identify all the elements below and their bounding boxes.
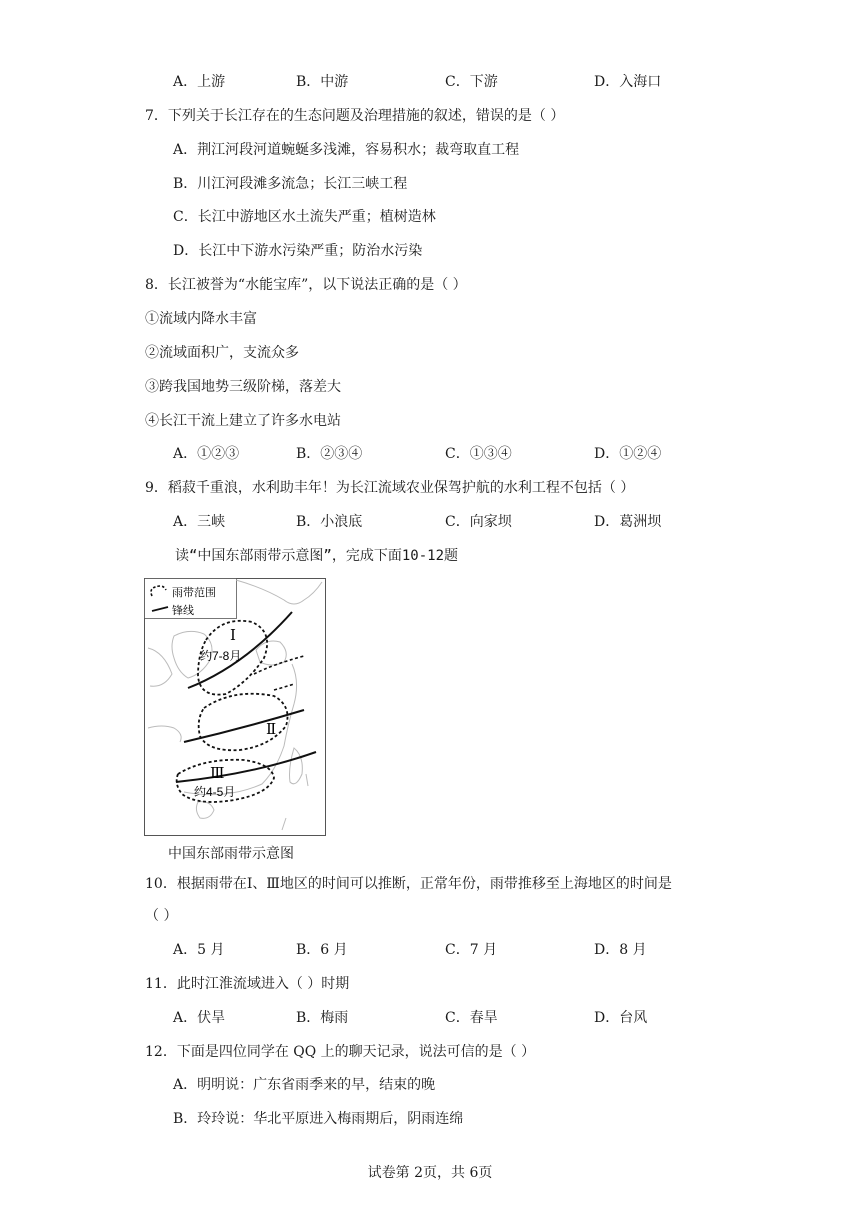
q10-option-a: A．5 月: [173, 942, 225, 958]
q8-statement-4: ④长江干流上建立了许多水电站: [145, 413, 341, 429]
q6-option-b: B．中游: [296, 74, 349, 90]
q8-option-a: A．①②③: [173, 446, 240, 462]
q9-option-a: A．三峡: [173, 514, 226, 530]
q7-option-c: C．长江中游地区水土流失严重；植树造林: [173, 209, 436, 225]
q10-option-c: C．7 月: [445, 942, 498, 958]
q8-statement-2: ②流域面积广，支流众多: [145, 345, 299, 361]
map-caption: 中国东部雨带示意图: [168, 846, 294, 862]
legend-front-line: 锋线: [172, 605, 194, 617]
q11-option-d: D．台风: [594, 1010, 648, 1026]
q6-option-d: D．入海口: [594, 74, 662, 90]
time-label-7-8: 约7-8月: [200, 649, 242, 663]
map-instruction: 读“中国东部雨带示意图”，完成下面10-12题: [175, 548, 458, 564]
time-label-4-5: 约4-5月: [194, 785, 236, 799]
q10-option-d: D．8 月: [594, 942, 647, 958]
region-label-ii: Ⅱ: [266, 720, 277, 738]
q6-option-a: A．上游: [173, 74, 226, 90]
region-label-iii: Ⅲ: [210, 764, 225, 782]
q11-option-b: B．梅雨: [296, 1010, 349, 1026]
q11-stem: 11．此时江淮流域进入（ ）时期: [145, 976, 350, 992]
q7-stem: 7．下列关于长江存在的生态问题及治理措施的叙述，错误的是（ ）: [145, 108, 565, 124]
page-footer: 试卷第 2页，共 6页: [367, 1165, 493, 1181]
q10-stem-line2: （ ）: [145, 908, 178, 924]
q12-option-a: A．明明说：广东省雨季来的早，结束的晚: [173, 1077, 436, 1093]
region-label-i: Ⅰ: [230, 626, 236, 644]
q9-stem: 9．稻菽千重浪，水利助丰年！为长江流域农业保驾护航的水利工程不包括（ ）: [145, 480, 635, 496]
q9-option-d: D．葛洲坝: [594, 514, 662, 530]
q9-option-c: C．向家坝: [445, 514, 512, 530]
q8-option-b: B．②③④: [296, 446, 363, 462]
q11-option-c: C．春旱: [445, 1010, 498, 1026]
q9-option-b: B．小浪底: [296, 514, 363, 530]
q8-statement-1: ①流域内降水丰富: [145, 311, 257, 327]
q10-stem-line1: 10．根据雨带在Ⅰ、Ⅲ地区的时间可以推断，正常年份，雨带推移至上海地区的时间是: [145, 876, 672, 892]
q7-option-b: B．川江河段滩多流急；长江三峡工程: [173, 176, 408, 192]
q8-statement-3: ③跨我国地势三级阶梯，落差大: [145, 379, 341, 395]
q12-stem: 12．下面是四位同学在 QQ 上的聊天记录，说法可信的是（ ）: [145, 1044, 536, 1060]
q7-option-a: A．荆江河段河道蜿蜒多浅滩，容易积水；裁弯取直工程: [173, 142, 520, 158]
q8-option-d: D．①②④: [594, 446, 662, 462]
q6-option-c: C．下游: [445, 74, 498, 90]
q11-option-a: A．伏旱: [173, 1010, 226, 1026]
q10-option-b: B．6 月: [296, 942, 348, 958]
q8-stem: 8．长江被誉为“水能宝库”，以下说法正确的是（ ）: [145, 277, 467, 293]
q12-option-b: B．玲玲说：华北平原进入梅雨期后，阴雨连绵: [173, 1111, 464, 1127]
legend-rain-range: 雨带范围: [172, 587, 216, 599]
q8-option-c: C．①③④: [445, 446, 512, 462]
rain-belt-map: [144, 578, 326, 836]
q7-option-d: D．长江中下游水污染严重；防治水污染: [173, 243, 423, 259]
